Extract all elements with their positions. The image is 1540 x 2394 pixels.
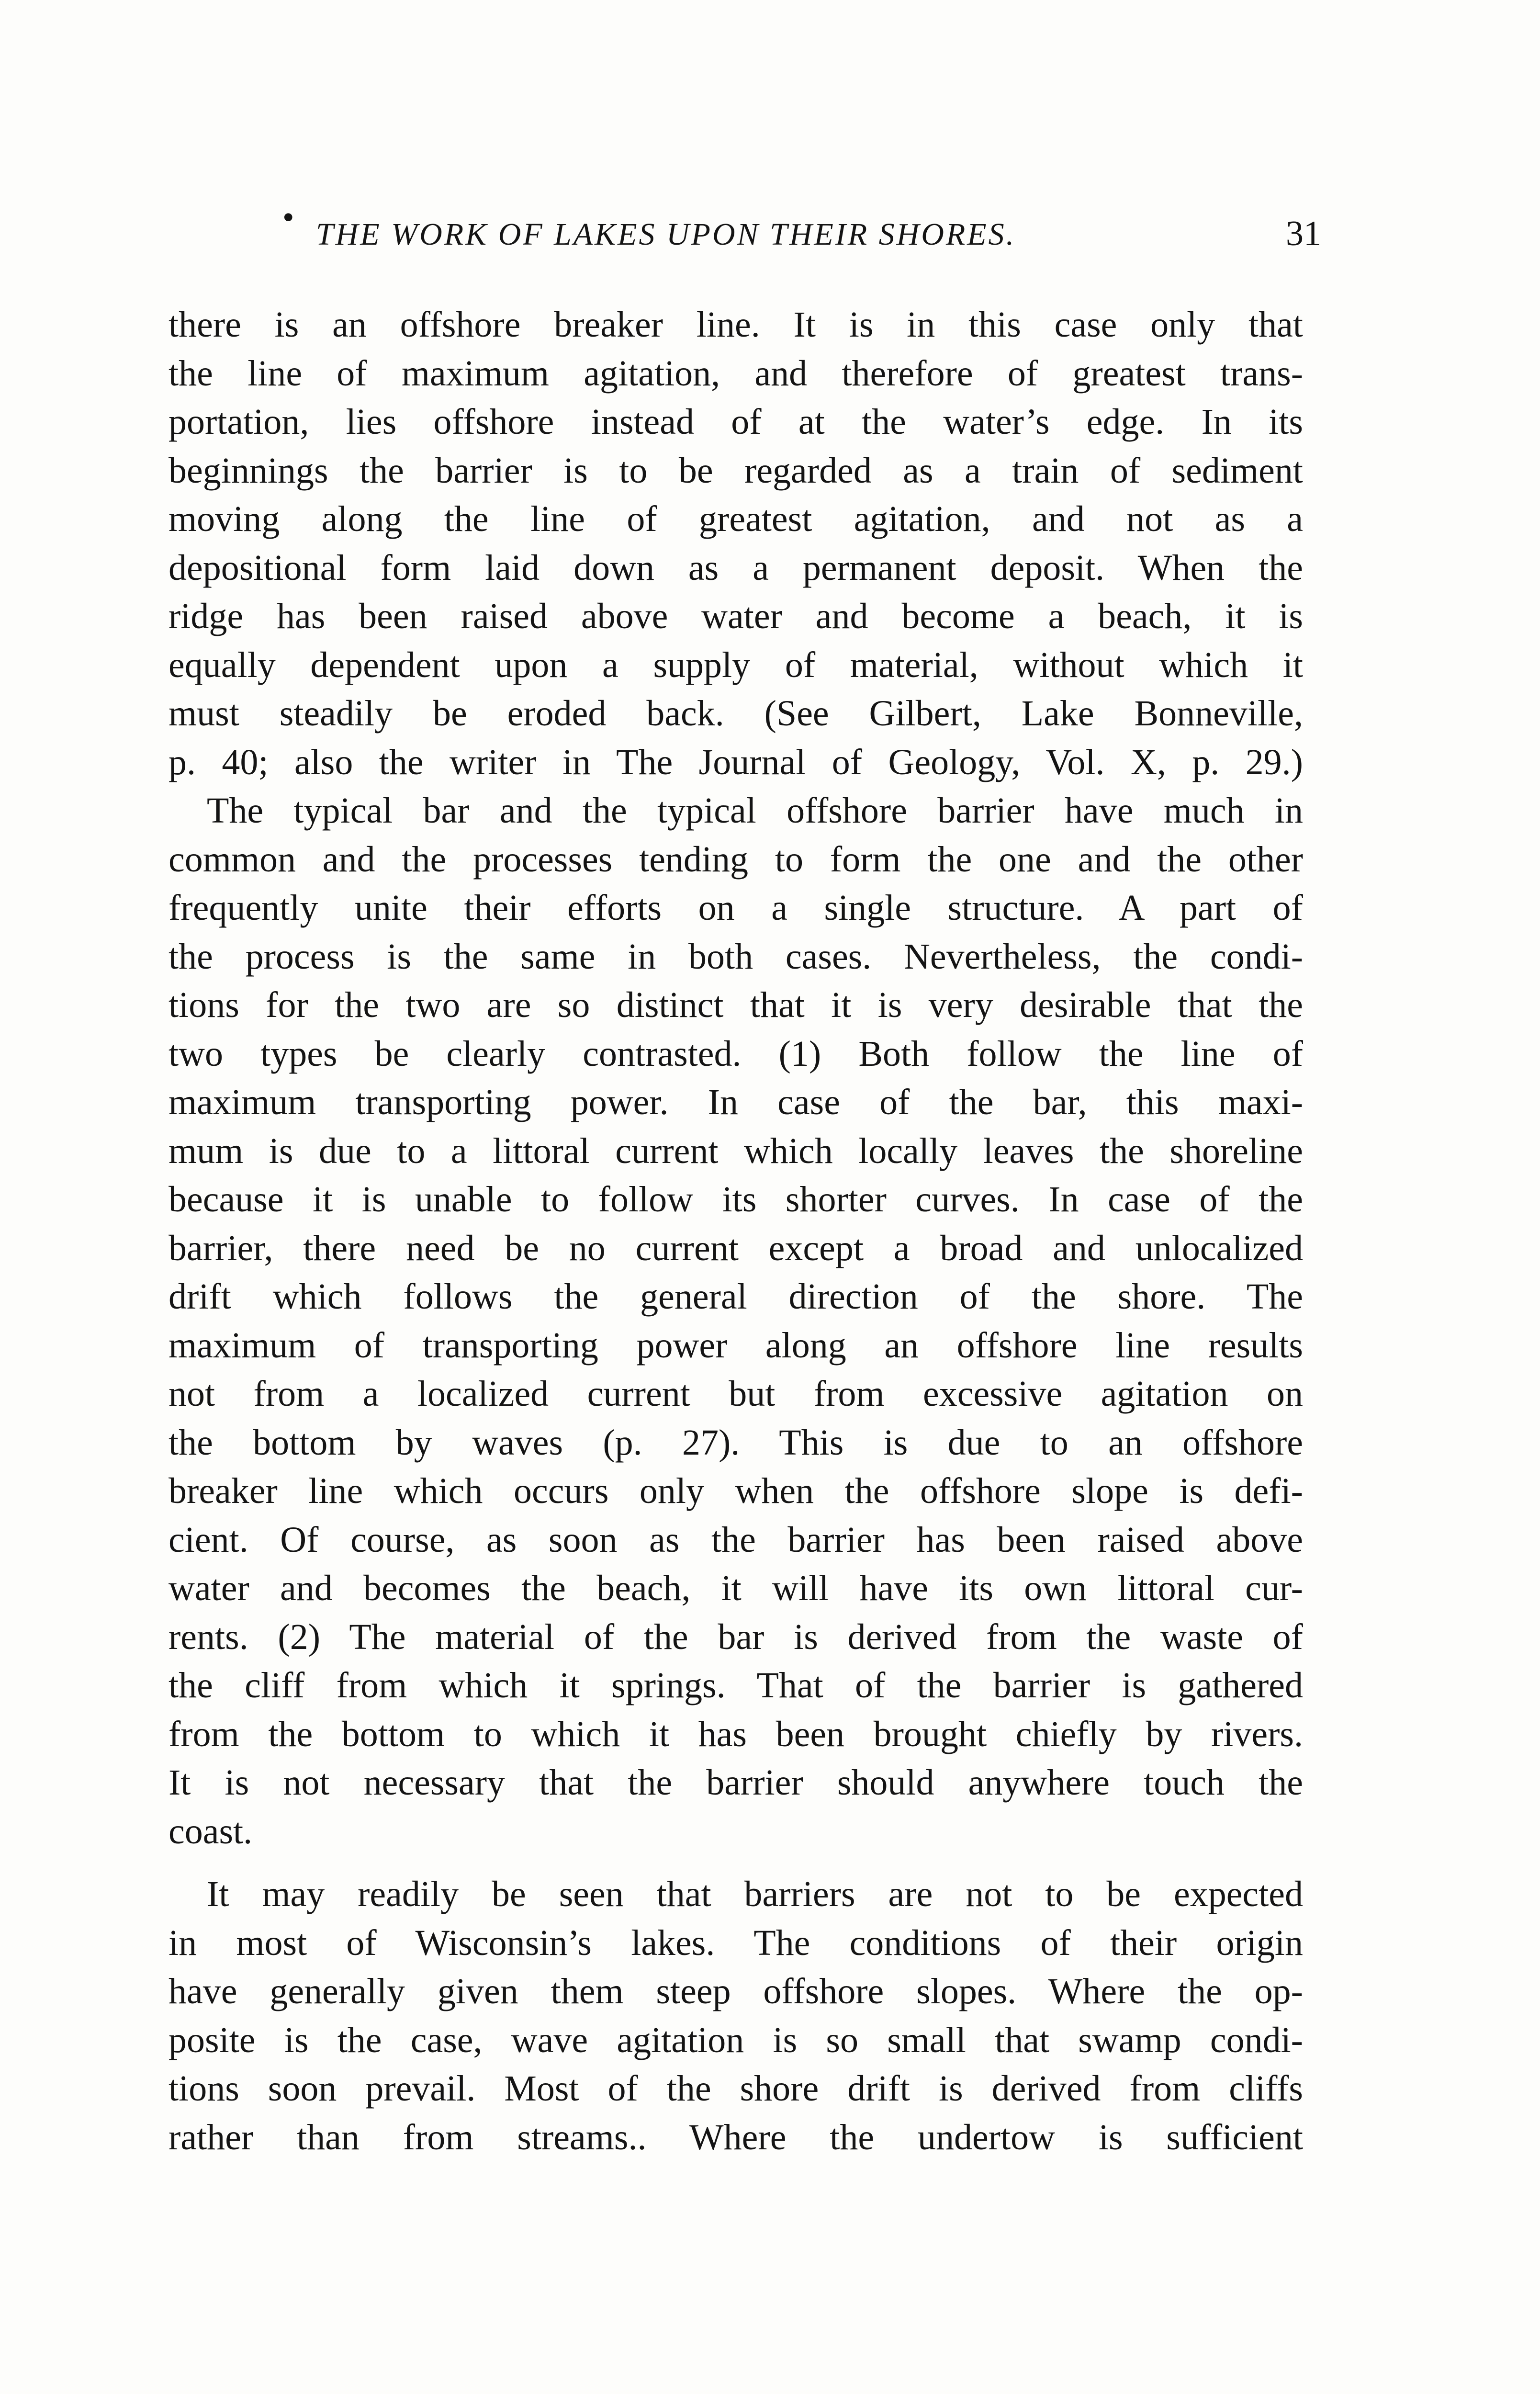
text-line: rather than from streams.. Where the undertow is sufficient (169, 2117, 1303, 2157)
text-line: rents. (2) The material of the bar is derived from the waste of (169, 1616, 1303, 1657)
body-text (169, 301, 1303, 2162)
text-line: mum is due to a littoral current which locally leaves the shoreline (169, 1130, 1303, 1171)
text-line: It is not necessary that the barrier should anywhere touch the (169, 1762, 1303, 1803)
text-line: The typical bar and the typical offshore barrier have much in (207, 790, 1303, 831)
text-line: the bottom by waves (p. 27). This is due to an offshore (169, 1422, 1303, 1463)
text-line: cient. Of course, as soon as the barrier has been raised above (169, 1519, 1303, 1560)
paragraph (169, 301, 1303, 787)
text-line: beginnings the barrier is to be regarded as a train of sediment (169, 450, 1303, 491)
text-line: water and becomes the beach, it will have its own littoral cur- (169, 1568, 1303, 1608)
text-line: It may readily be seen that barriers are not to be expected (207, 1874, 1303, 1914)
text-line: coast. (169, 1811, 253, 1852)
text-line: posite is the case, wave agitation is so small that swamp condi- (169, 2020, 1303, 2060)
text-line: maximum of transporting power along an offshore line results (169, 1325, 1303, 1366)
text-line: the process is the same in both cases. Nevertheless, the condi- (169, 936, 1303, 977)
text-line: from the bottom to which it has been brought chiefly by rivers. (169, 1714, 1303, 1754)
text-line: not from a localized current but from excessive agitation on (169, 1374, 1303, 1414)
text-line: two types be clearly contrasted. (1) Both follow the line of (169, 1033, 1303, 1074)
text-line: common and the processes tending to form the one and the other (169, 839, 1303, 880)
running-head (268, 201, 1321, 259)
text-line: the cliff from which it springs. That of the barrier is gathered (169, 1665, 1303, 1705)
text-line: equally dependent upon a supply of material, without which it (169, 644, 1303, 685)
page-number: 31 (1286, 214, 1321, 253)
text-line: drift which follows the general direction of the shore. The (169, 1276, 1303, 1317)
header-mark: • (282, 199, 294, 236)
text-line: the line of maximum agitation, and therefore of greatest trans- (169, 353, 1303, 394)
text-line: breaker line which occurs only when the offshore slope is defi- (169, 1471, 1303, 1511)
text-line: there is an offshore breaker line. It is in this case only that (169, 305, 1303, 345)
text-line: moving along the line of greatest agitation, and not as a (169, 499, 1303, 539)
paragraph (169, 787, 1303, 1856)
text-line: barrier, there need be no current except a broad and unlocalized (169, 1228, 1303, 1268)
text-line: ridge has been raised above water and become a beach, it is (169, 596, 1303, 636)
text-line: because it is unable to follow its shorter curves. In case of the (169, 1179, 1303, 1220)
text-line: p. 40; also the writer in The Journal of Geology, Vol. X, p. 29.) (169, 742, 1303, 782)
text-line: have generally given them steep offshore slopes. Where the op- (169, 1971, 1303, 2011)
running-head-title: THE WORK OF LAKES UPON THEIR SHORES. (316, 217, 1016, 252)
text-line: depositional form laid down as a permanent deposit. When the (169, 547, 1303, 588)
text-line: portation, lies offshore instead of at the water’s edge. In its (169, 402, 1303, 442)
text-line: maximum transporting power. In case of the bar, this maxi- (169, 1082, 1303, 1122)
text-line: in most of Wisconsin’s lakes. The conditions of their origin (169, 1922, 1303, 1963)
text-line: tions soon prevail. Most of the shore drift is derived from cliffs (169, 2068, 1303, 2109)
paragraph (169, 1870, 1303, 2162)
paragraph-gap (169, 1856, 1303, 1870)
text-line: frequently unite their efforts on a single structure. A part of (169, 888, 1303, 928)
text-line: tions for the two are so distinct that it is very desirable that the (169, 985, 1303, 1025)
text-line: must steadily be eroded back. (See Gilbert, Lake Bonneville, (169, 693, 1303, 734)
